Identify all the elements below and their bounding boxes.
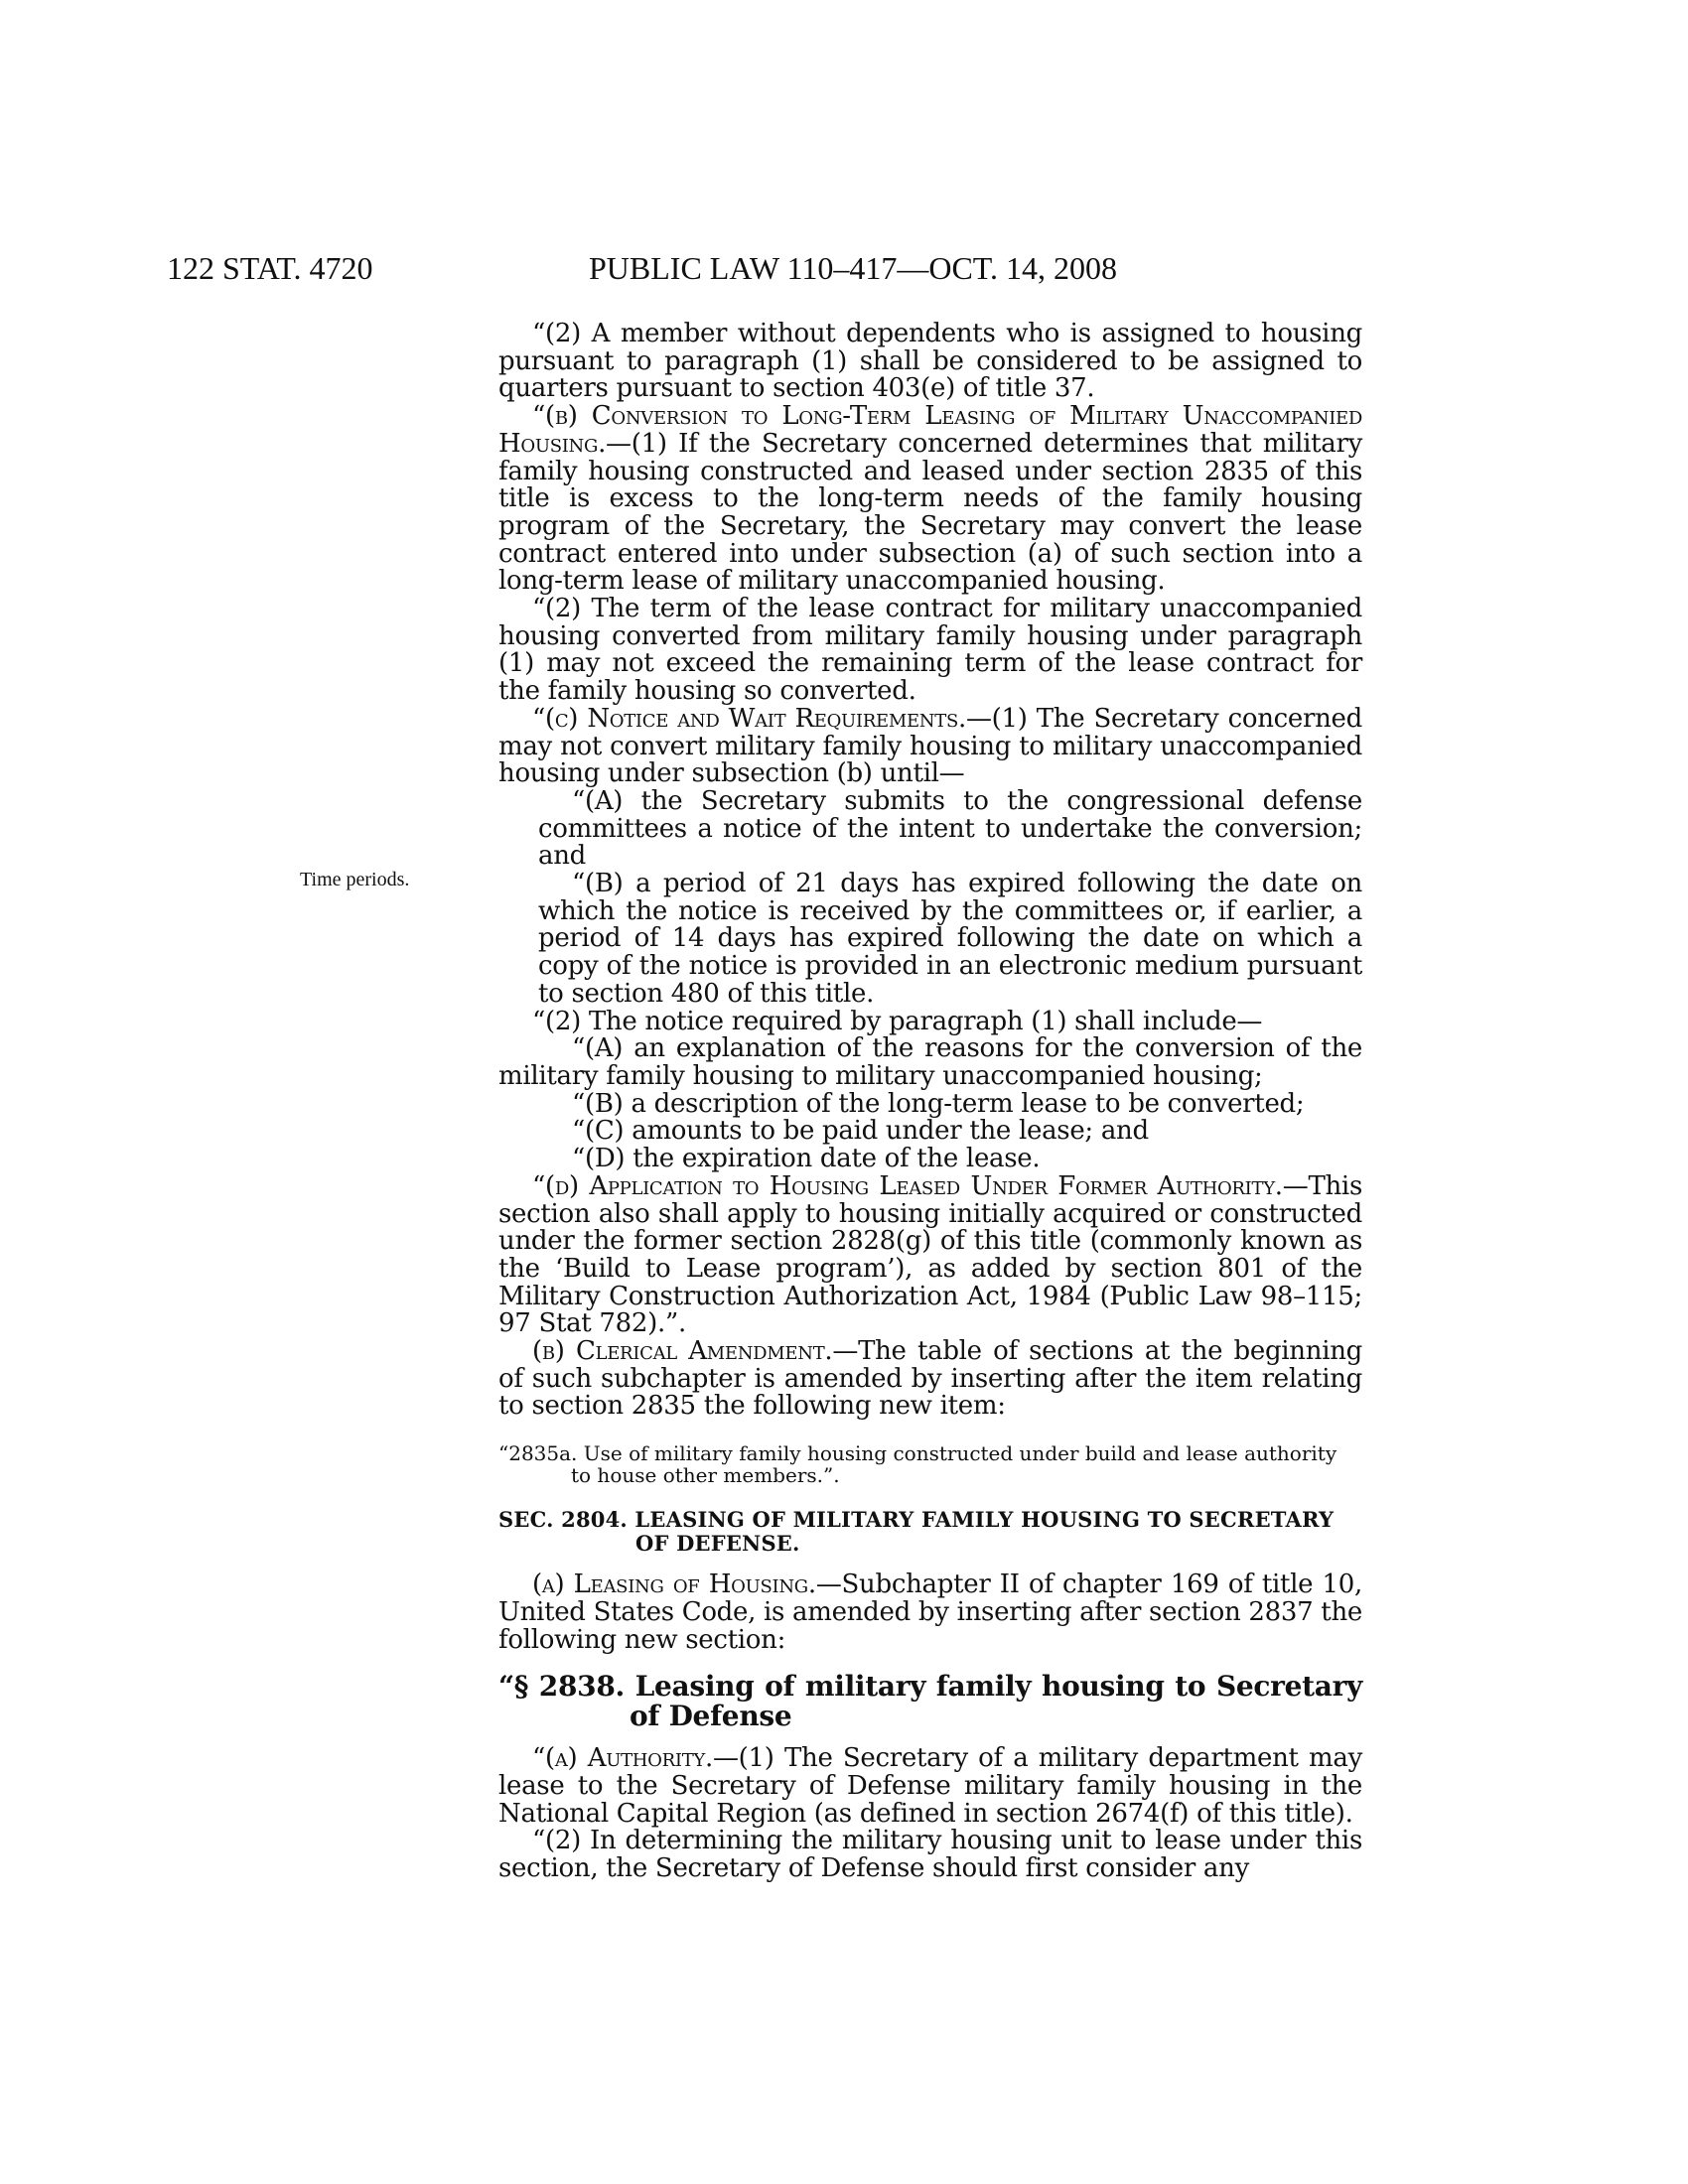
table-of-sections-entry	[498, 1442, 1362, 1486]
page-header	[167, 248, 1373, 288]
table-entry-line: “2835a. Use of military family housing constructed under build and lease authority	[498, 1441, 1337, 1466]
table-entry-line: to house other members.”.	[571, 1463, 840, 1488]
paragraph-text: —This section also shall apply to housing initially acquired or constructed under the former section 2828(g) of this title (commonly known as the ‘Build to Lease program’), as added by section 801 of the Military Construction Authorization Act, 1984 (Public Law 98–115; 97 Stat 782).”.	[498, 1170, 1362, 1339]
paragraph-heading: “(a) Authority.	[532, 1743, 713, 1774]
paragraph	[498, 1170, 1362, 1339]
paragraph-heading: “(d) Application to Housing Leased Under Former Authority.	[532, 1170, 1283, 1201]
paragraph	[498, 1338, 1362, 1421]
paragraph	[498, 403, 1362, 596]
paragraph-text: —Subchapter II of chapter 169 of title 10, United States Code, is amended by inserting after section 2837 the following new section:	[498, 1570, 1362, 1655]
subparagraph: “(A) the Secretary submits to the congressional defense committees a notice of the intent to undertake the conversion; and	[538, 785, 1362, 872]
paragraph: “(2) In determining the military housing unit to lease under this section, the Secretary of Defense should first consider any	[498, 1826, 1362, 1884]
paragraph	[498, 1745, 1362, 1828]
paragraph-text: —(1) The Secretary of a military department may lease to the Secretary of Defense military family housing in the National Capital Region (as defined in section 2674(f) of this title).	[498, 1743, 1362, 1829]
paragraph-heading: “(b) Conversion to Long-Term Leasing of Military Unaccompanied Housing.	[498, 401, 1362, 459]
paragraph: “(2) A member without dependents who is assigned to housing pursuant to paragraph (1) shall be considered to be assigned to quarters pursuant to section 403(e) of title 37.	[498, 319, 1362, 404]
document-body	[498, 321, 1362, 1883]
paragraph-heading: (b) Clerical Amendment.	[532, 1336, 833, 1367]
subparagraph: “(B) a period of 21 days has expired following the date on which the notice is received by the committees or, if earlier, a period of 14 days has expired following the date on which a copy of the notice is provided in an electronic medium pursuant to section 480 of this title.	[538, 869, 1362, 1009]
margin-note: Time periods.	[300, 869, 410, 890]
paragraph-heading: “(c) Notice and Wait Requirements.	[532, 703, 966, 734]
paragraph: “(2) The notice required by paragraph (1) shall include—	[532, 1006, 1263, 1036]
paragraph-text: —The table of sections at the beginning of such subchapter is amended by inserting after the item relating to section 2835 the following new item:	[498, 1336, 1362, 1422]
public-law-reference: PUBLIC LAW 110–417—OCT. 14, 2008	[589, 250, 1117, 286]
code-section-title: “§ 2838. Leasing of military family housing to Secretary of Defense	[498, 1670, 1362, 1733]
paragraph	[498, 1571, 1362, 1654]
subparagraph: “(C) amounts to be paid under the lease; and	[572, 1116, 1149, 1147]
section-heading: SEC. 2804. LEASING OF MILITARY FAMILY HOUSING TO SECRETARY OF DEFENSE.	[498, 1507, 1335, 1557]
paragraph-heading: (a) Leasing of Housing.	[532, 1570, 816, 1600]
subparagraph: “(B) a description of the long-term lease to be converted;	[572, 1088, 1305, 1119]
subparagraph: “(D) the expiration date of the lease.	[572, 1144, 1041, 1174]
paragraph-text: —(1) If the Secretary concerned determines that military family housing constructed and leased under section 2835 of this title is excess to the long-term needs of the family housing program of the Secretary, the Secretary may convert the lease contract entered into under subsection (a) of such section into a long-term lease of military unaccompanied housing.	[498, 428, 1362, 597]
paragraph-text: —(1) The Secretary concerned may not convert military family housing to military unaccompanied housing under subsection (b) until—	[498, 703, 1362, 789]
subparagraph: “(A) an explanation of the reasons for the conversion of the military family housing to military unaccompanied housing;	[498, 1033, 1362, 1091]
paragraph: “(2) The term of the lease contract for military unaccompanied housing converted from military family housing under paragraph (1) may not exceed the remaining term of the lease contract for the family housing so converted.	[498, 594, 1362, 707]
paragraph	[498, 703, 1362, 789]
statute-page-reference: 122 STAT. 4720	[167, 250, 373, 286]
